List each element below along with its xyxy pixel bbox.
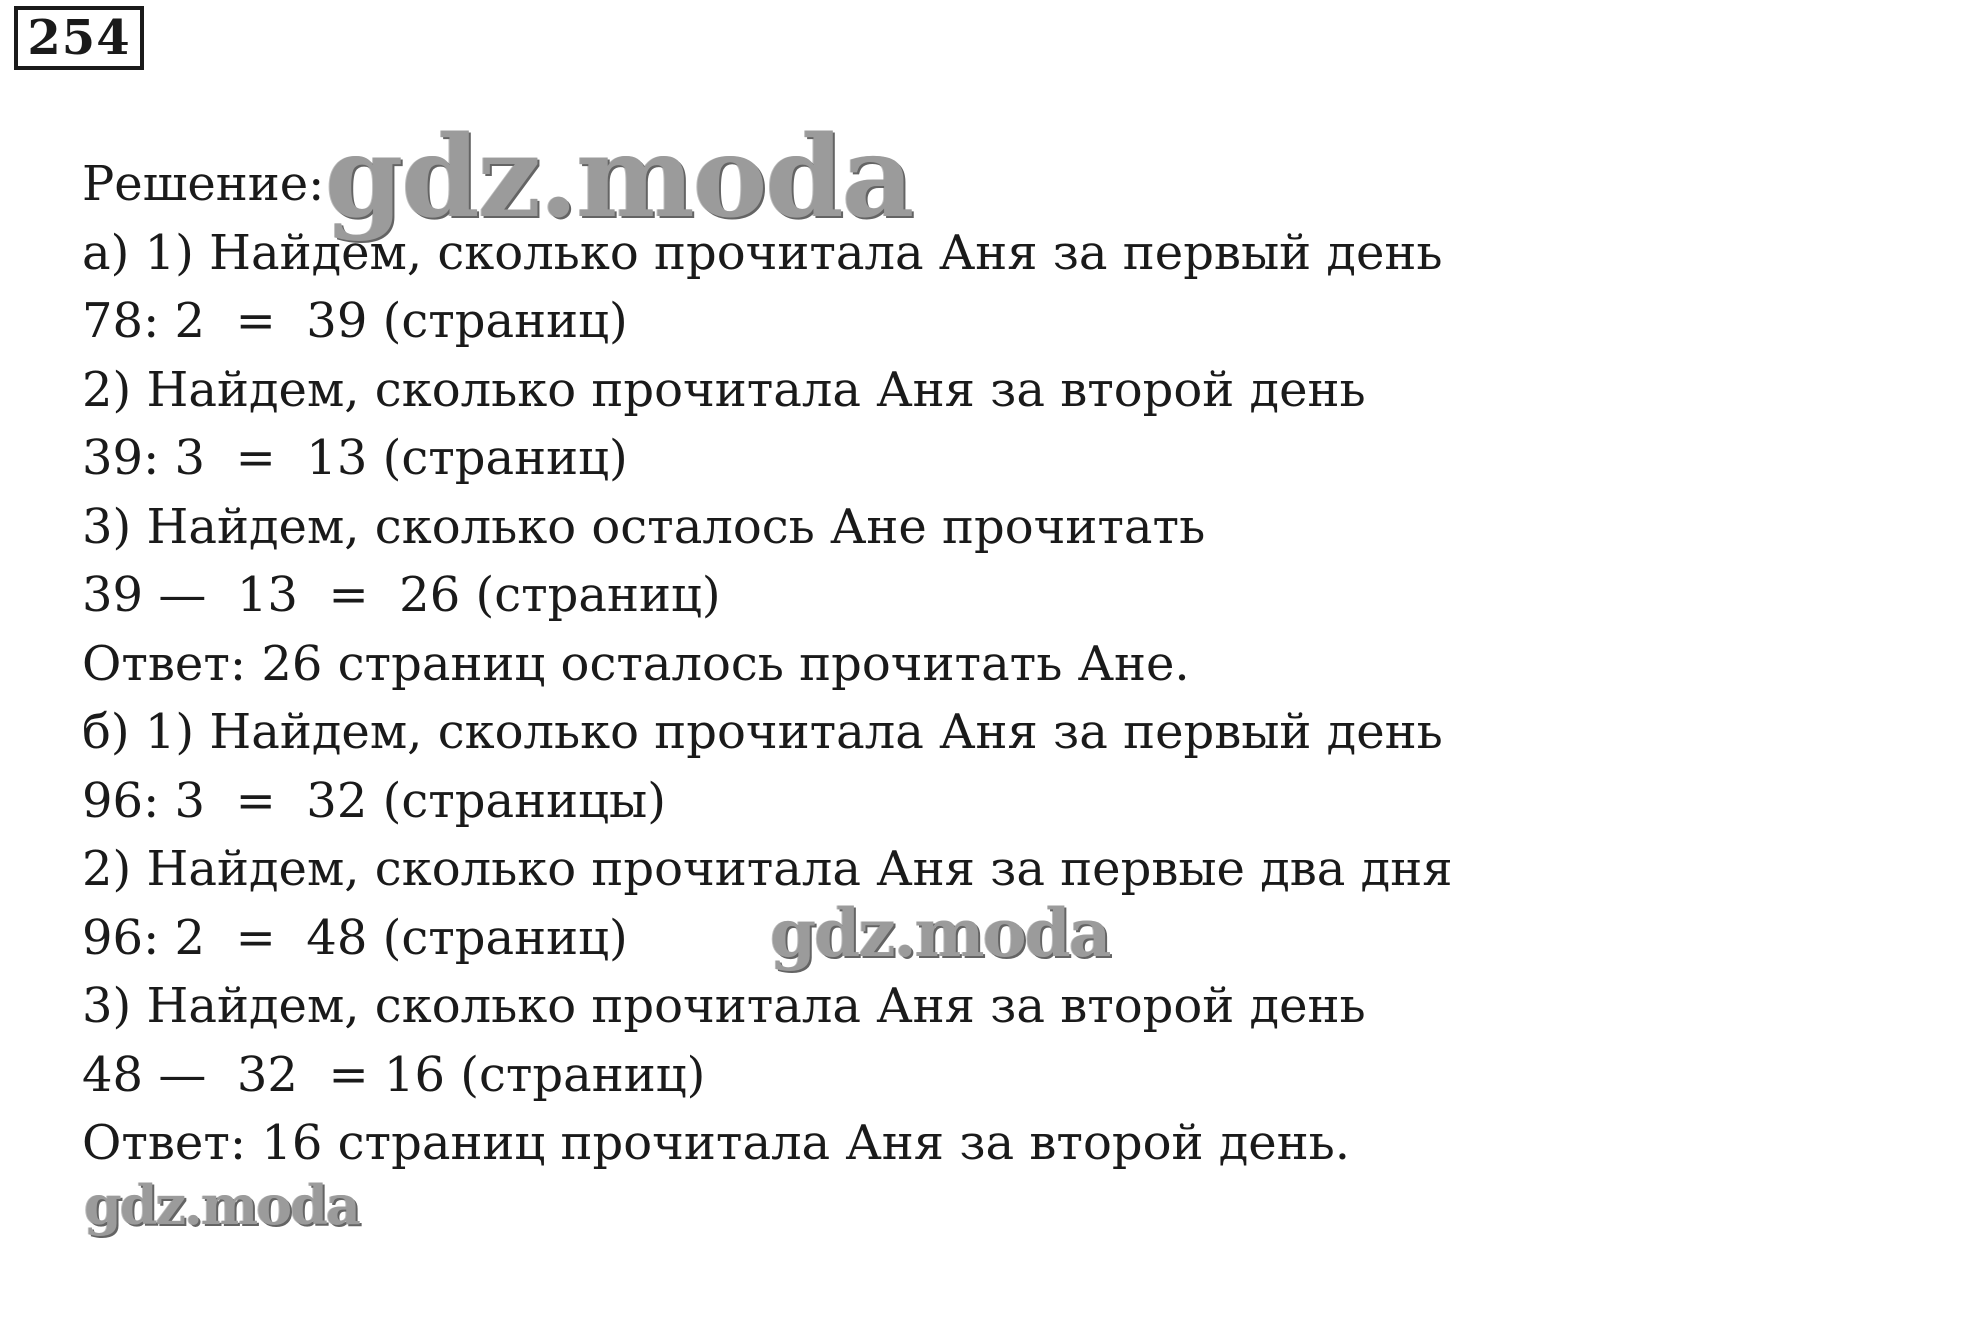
- watermark-top: gdz.moda: [325, 112, 913, 243]
- solution-line: 39: 3 = 13 (страниц): [82, 430, 628, 486]
- watermark-bottom: gdz.moda: [84, 1173, 359, 1237]
- solution-line: 39 — 13 = 26 (страниц): [82, 567, 721, 623]
- watermark-middle: gdz.moda: [770, 894, 1110, 972]
- solution-line: 2) Найдем, сколько прочитала Аня за второй день: [82, 361, 1366, 418]
- solution-line: 96: 3 = 32 (страницы): [82, 772, 666, 829]
- solution-line: 96: 2 = 48 (страниц): [82, 909, 628, 966]
- solution-line: 78: 2 = 39 (страниц): [82, 293, 628, 349]
- solution-line: а) 1) Найдем, сколько прочитала Аня за первый день: [82, 224, 1443, 281]
- answer-line: Ответ: 26 страниц осталось прочитать Ане.: [82, 635, 1190, 692]
- solution-heading: Решение:: [82, 156, 325, 212]
- solution-line: 48 — 32 = 16 (страниц): [82, 1046, 706, 1103]
- solution-text: [82, 150, 1782, 1178]
- answer-line: Ответ: 16 страниц прочитала Аня за второй день.: [82, 1115, 1351, 1171]
- solution-line: б) 1) Найдем, сколько прочитала Аня за первый день: [82, 704, 1443, 760]
- task-number-box: 254: [14, 6, 144, 70]
- solution-line: 3) Найдем, сколько прочитала Аня за второй день: [82, 978, 1366, 1034]
- solution-line: 2) Найдем, сколько прочитала Аня за первые два дня: [82, 841, 1453, 897]
- solution-line: 3) Найдем, сколько осталось Ане прочитать: [82, 498, 1206, 555]
